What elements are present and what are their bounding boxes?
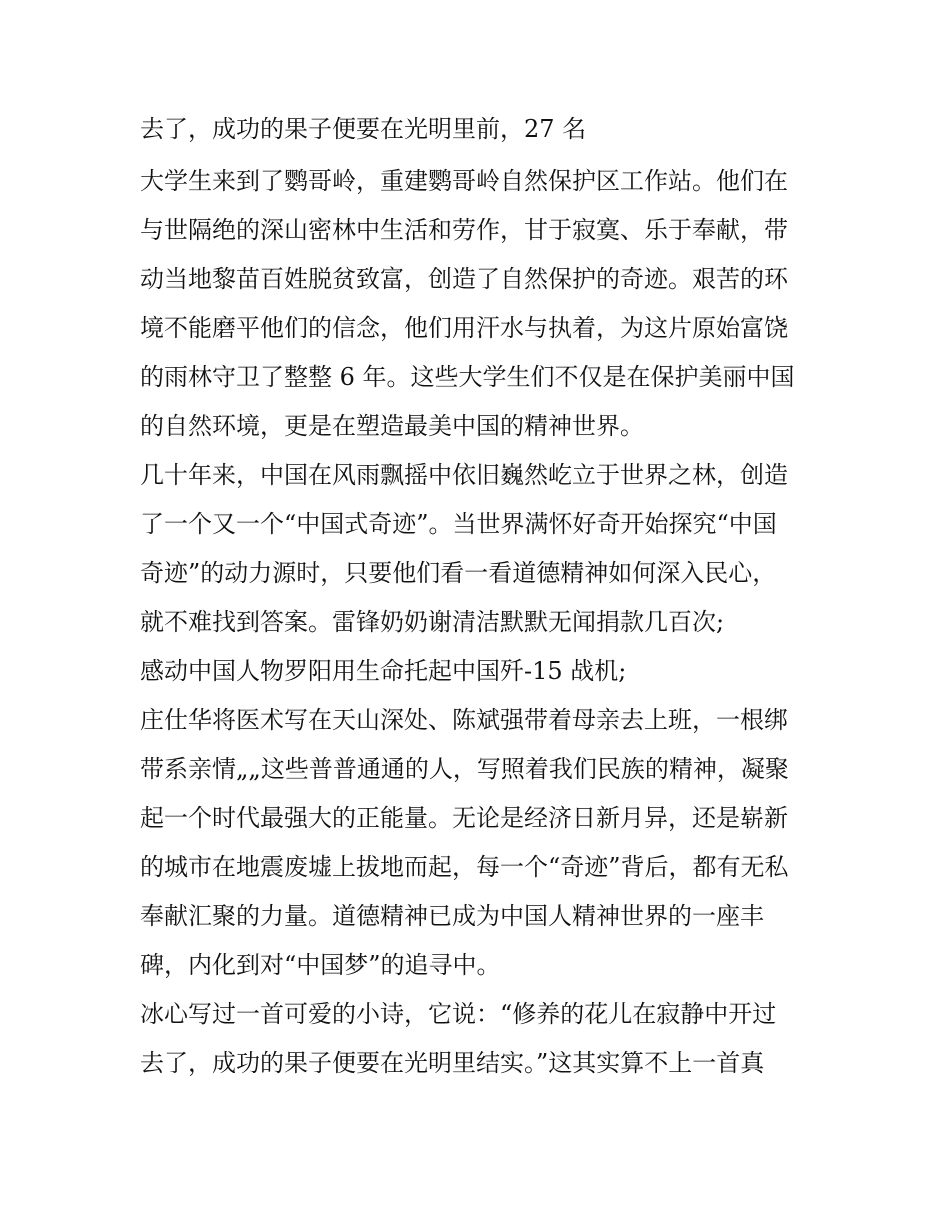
text-line: 的自然环境，更是在塑造最美中国的精神世界。 <box>140 412 644 440</box>
text-line: 就不难找到答案。雷锋奶奶谢清洁默默无闻捐款几百次; <box>140 608 725 636</box>
text-line: 大学生来到了鹦哥岭，重建鹦哥岭自然保护区工作站。他们在 <box>140 167 788 195</box>
text-line: 感动中国人物罗阳用生命托起中国歼-15 战机; <box>140 657 627 685</box>
text-line: 去了，成功的果子便要在光明里前，27 名 <box>140 115 587 143</box>
text-line: 的城市在地震废墟上拔地而起，每一个“奇迹”背后，都有无私 <box>140 853 789 881</box>
text-line: 与世隔绝的深山密林中生活和劳作，甘于寂寞、乐于奉献，带 <box>140 216 788 244</box>
text-line: 起一个时代最强大的正能量。无论是经济日新月异，还是崭新 <box>140 804 788 832</box>
text-line: 碑，内化到对“中国梦”的追寻中。 <box>140 951 501 979</box>
text-line: 去了，成功的果子便要在光明里结实。”这其实算不上一首真 <box>140 1049 765 1077</box>
text-line: 境不能磨平他们的信念，他们用汗水与执着，为这片原始富饶 <box>140 314 788 342</box>
text-line: 动当地黎苗百姓脱贫致富，创造了自然保护的奇迹。艰苦的环 <box>140 265 788 293</box>
text-line: 奇迹”的动力源时，只要他们看一看道德精神如何深入民心， <box>140 559 777 587</box>
text-line: 奉献汇聚的力量。道德精神已成为中国人精神世界的一座丰 <box>140 902 764 930</box>
text-line: 冰心写过一首可爱的小诗，它说：“修养的花儿在寂静中开过 <box>140 1000 777 1028</box>
text-line: 庄仕华将医术写在天山深处、陈斌强带着母亲去上班，一根绑 <box>140 706 788 734</box>
text-line: 了一个又一个“中国式奇迹”。当世界满怀好奇开始探究“中国 <box>140 510 777 538</box>
text-line: 几十年来，中国在风雨飘摇中依旧巍然屹立于世界之林，创造 <box>140 461 788 489</box>
text-line: 带系亲情„„这些普普通通的人，写照着我们民族的精神，凝聚 <box>140 755 789 783</box>
text-line: 的雨林守卫了整整 6 年。这些大学生们不仅是在保护美丽中国 <box>140 363 795 391</box>
